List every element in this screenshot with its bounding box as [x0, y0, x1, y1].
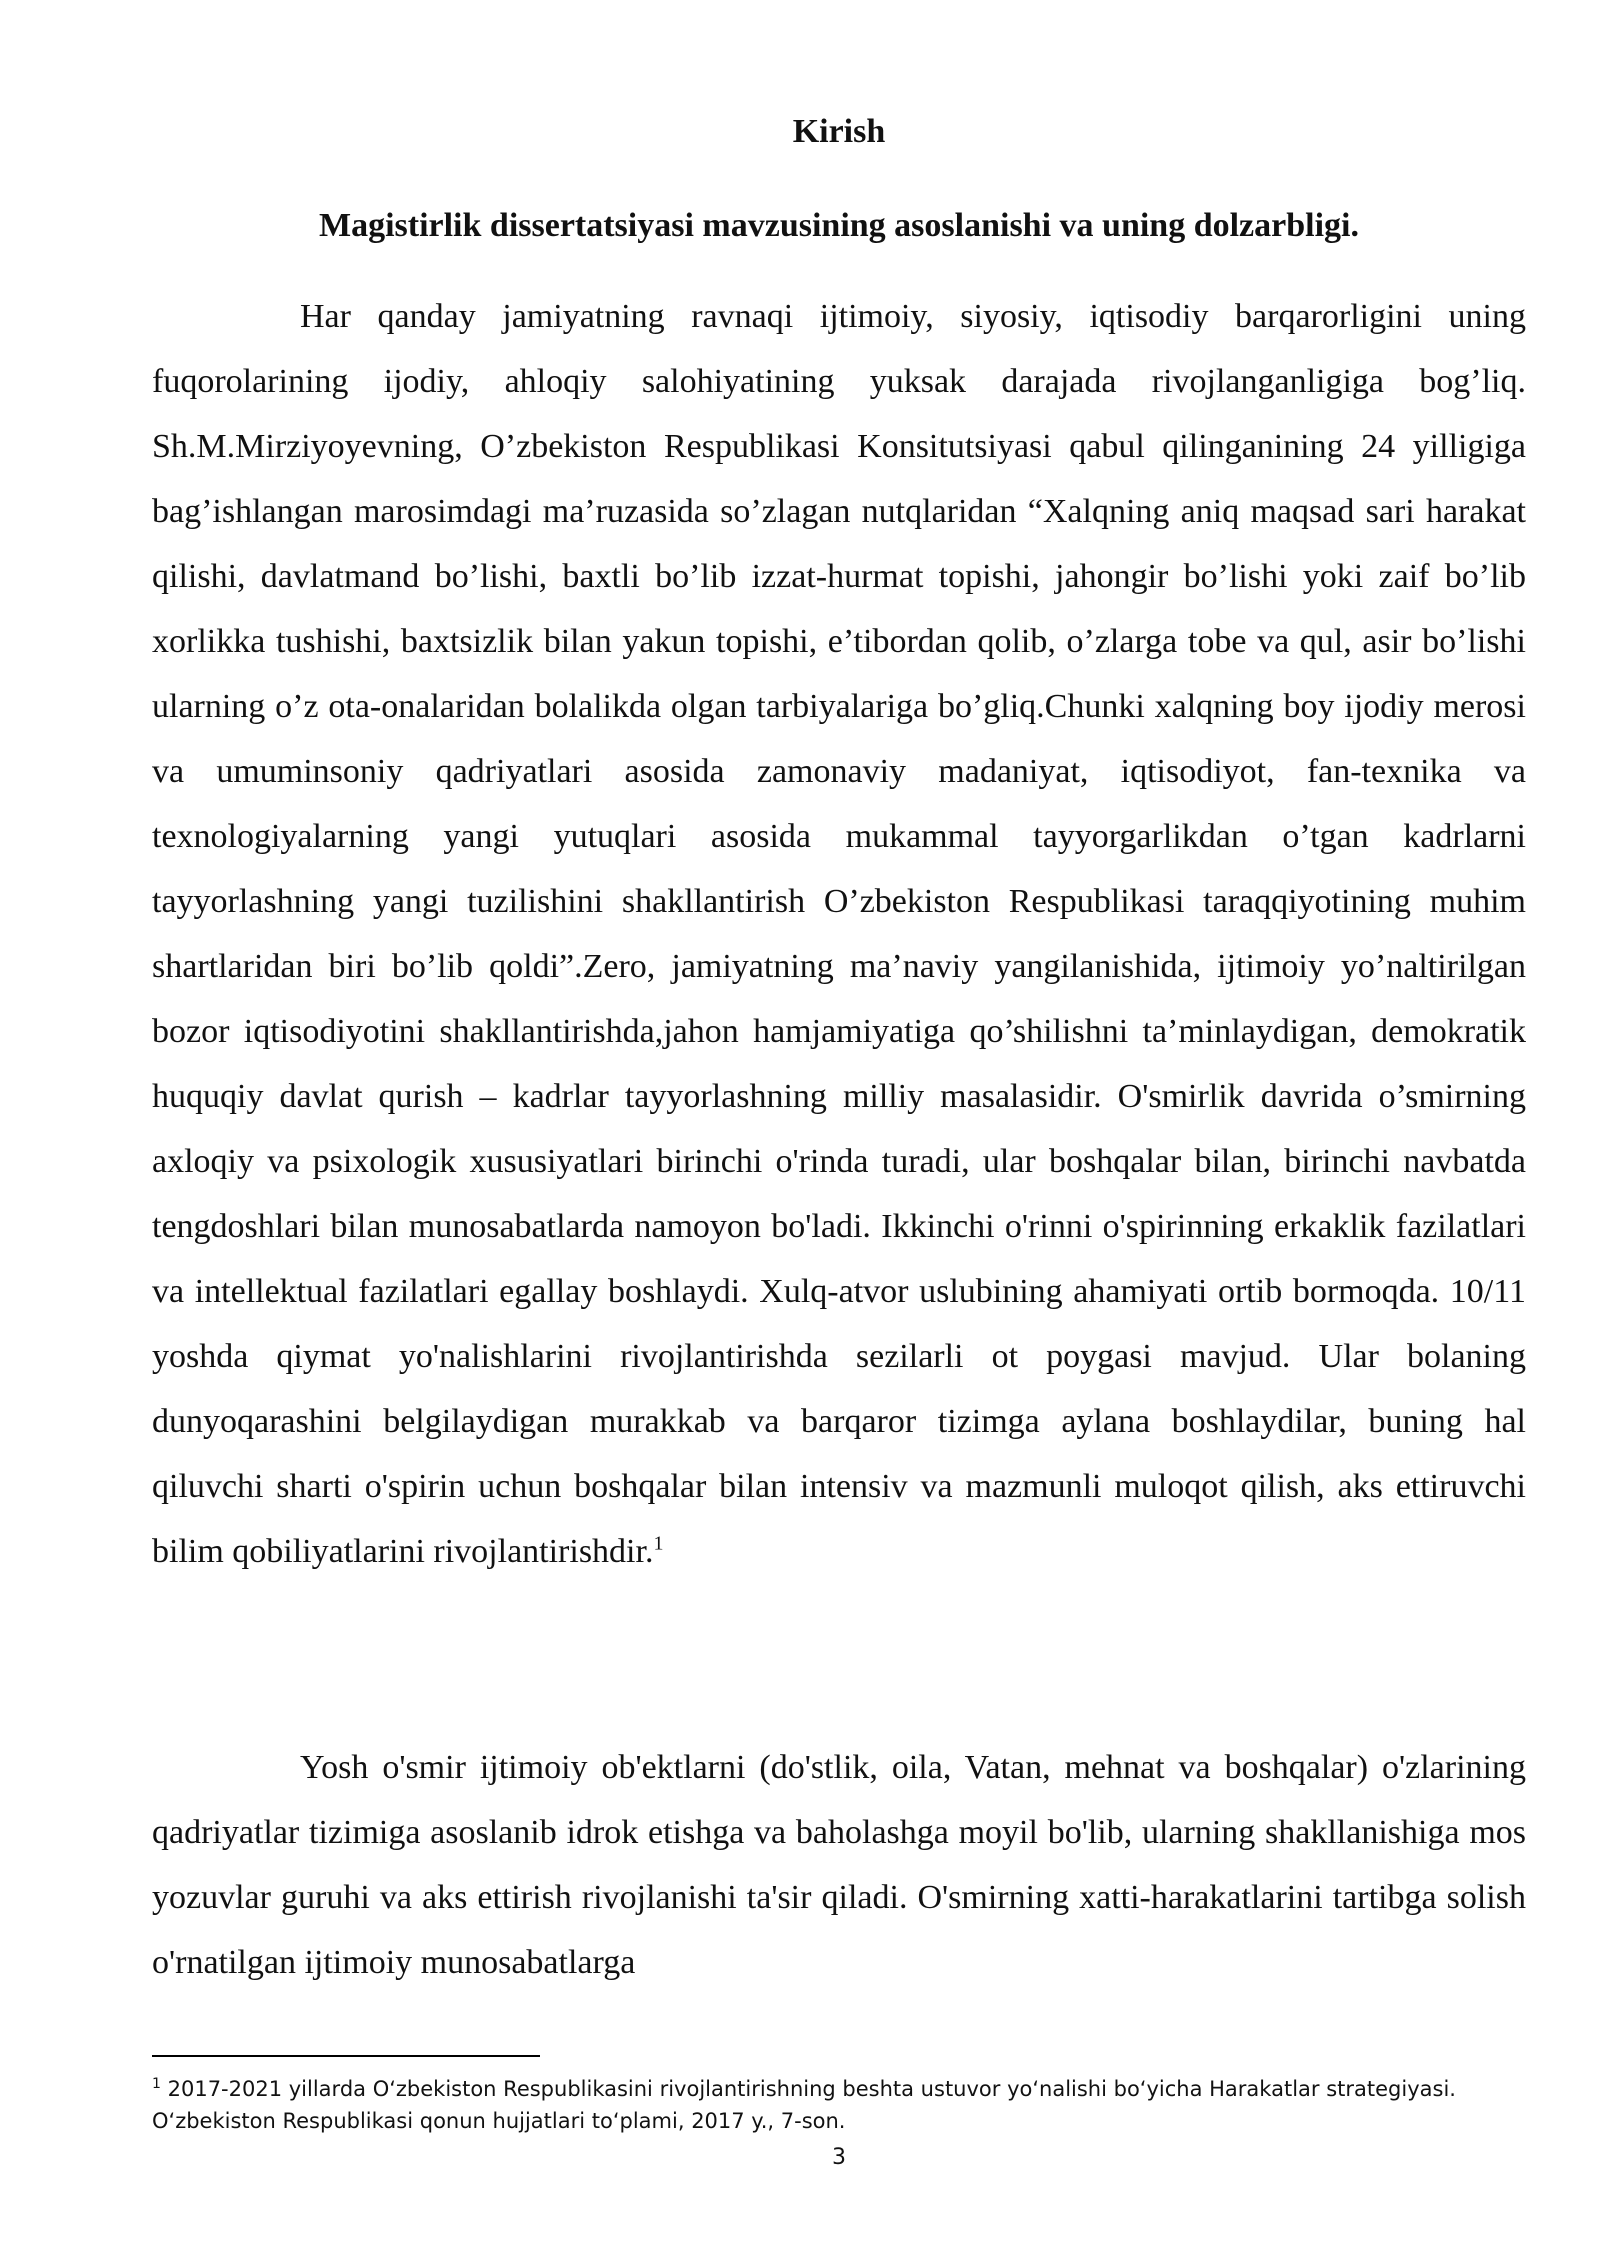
section-subtitle: Magistirlik dissertatsiyasi mavzusining asoslanishi va uning dolzarbligi.: [318, 207, 1359, 244]
paragraph-1: [152, 284, 1526, 1584]
paragraph-2: Yosh o'smir ijtimoiy ob'ektlarni (do'stlik, oila, Vatan, mehnat va boshqalar) o'zlarining qadriyatlar tizimiga asoslanib idrok etishga va baholashga moyil bo'lib, ularning shakllanishiga mos yozuvlar guruhi va aks ettirish rivojlanishi ta'sir qiladi. O'smirning xatti-harakatlarini tartibga solish o'rnatilgan ijtimoiy munosabatlarga: [152, 1749, 1526, 1981]
page-number: 3: [832, 2145, 846, 2170]
page-title: Kirish: [792, 113, 886, 150]
footnote-text: 2017-2021 yillarda O‘zbekiston Respublikasini rivojlantirishning beshta ustuvor yo‘nalishi bo‘yicha Harakatlar strategiyasi. O‘zbekiston Respublikasi qonun hujjatlari to‘plami, 2017 y., 7-son.: [152, 2077, 1456, 2133]
footnote: [152, 2073, 1526, 2137]
paragraph-1-text: Har qanday jamiyatning ravnaqi ijtimoiy, siyosiy, iqtisodiy barqarorligini uning fuqorolarining ijodiy, ahloqiy salohiyatining yuksak darajada rivojlanganligiga bog’liq. Sh.M.Mirziyoyevning, O’zbekiston Respublikasi Konsitutsiyasi qabul qilinganining 24 yilligiga bag’ishlangan marosimdagi ma’ruzasida so’zlagan nutqlaridan “Xalqning aniq maqsad sari harakat qilishi, davlatmand bo’lishi, baxtli bo’lib izzat-hurmat topishi, jahongir bo’lishi yoki zaif bo’lib xorlikka tushishi, baxtsizlik bilan yakun topishi, e’tibordan qolib, o’zlarga tobe va qul, asir bo’lishi ularning o’z ota-onalaridan bolalikda olgan tarbiyalariga bo’gliq.Chunki xalqning boy ijodiy merosi va umuminsoniy qadriyatlari asosida zamonaviy madaniyat, iqtisodiyot, fan-texnika va texnologiyalarning yangi yutuqlari asosida mukammal tayyorgarlikdan o’tgan kadrlarni tayyorlashning yangi tuzilishini shakllantirish O’zbekiston Respublikasi taraqqiyotining muhim shartlaridan biri bo’lib qoldi”.Zero, jamiyatning ma’naviy yangilanishida, ijtimoiy yo’naltirilgan bozor iqtisodiyotini shakllantirishda,jahon hamjamiyatiga qo’shilishni ta’minlaydigan, demokratik huquqiy davlat qurish – kadrlar tayyorlashning milliy masalasidir. O'smirlik davrida o’smirning axloqiy va psixologik xususiyatlari birinchi o'rinda turadi, ular boshqalar bilan, birinchi navbatda tengdoshlari bilan munosabatlarda namoyon bo'ladi. Ikkinchi o'rinni o'spirinning erkaklik fazilatlari va intellektual fazilatlari egallay boshlaydi. Xulq-atvor uslubining ahamiyati ortib bormoqda. 10/11 yoshda qiymat yo'nalishlarini rivojlantirishda sezilarli ot poygasi mavjud. Ular bolaning dunyoqarashini belgilaydigan murakkab va barqaror tizimga aylana boshlaydilar, buning hal qiluvchi sharti o'spirin uchun boshqalar bilan intensiv va mazmunli muloqot qilish, aks ettiruvchi bilim qobiliyatlarini rivojlantirishdir.: [152, 298, 1526, 1570]
footnote-reference[interactable]: 1: [653, 1532, 664, 1555]
footnote-separator: [152, 2055, 540, 2057]
footnote-marker: 1: [152, 2076, 161, 2092]
